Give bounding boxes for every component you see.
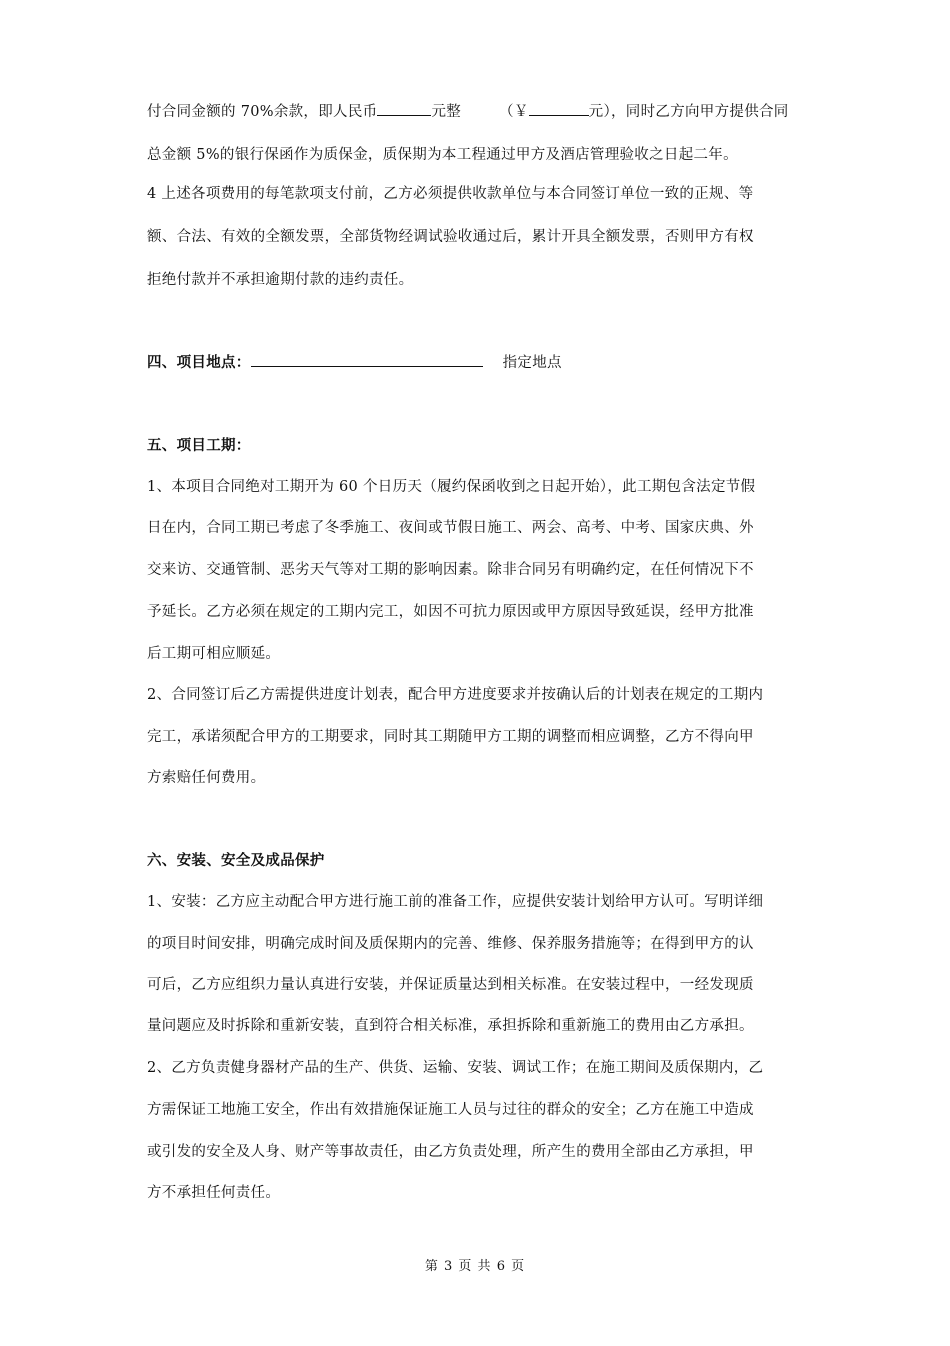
section-5-line: 方索赔任何费用。	[147, 770, 266, 786]
section-5-line: 1、本项目合同绝对工期开为 60 个日历天（履约保函收到之日起开始），此工期包含法定节假	[147, 479, 756, 495]
amount-blank	[377, 101, 431, 116]
section-6-line: 量问题应及时拆除和重新安装，直到符合相关标准，承担拆除和重新施工的费用由乙方承担。	[147, 1018, 754, 1034]
payment-line-4: 额、合法、有效的全额发票，全部货物经调试验收通过后，累计开具全额发票，否则甲方有权	[147, 229, 754, 245]
section-5-line: 后工期可相应顺延。	[147, 646, 281, 662]
payment-text-d: 元），同时乙方向甲方提供合同	[588, 104, 789, 120]
section-6-line: 1、安装：乙方应主动配合甲方进行施工前的准备工作，应提供安装计划给甲方认可。写明详细	[147, 894, 764, 910]
payment-line-5: 拒绝付款并不承担逾期付款的违约责任。	[147, 272, 414, 288]
payment-line-2: 总金额 5%的银行保函作为质保金，质保期为本工程通过甲方及酒店管理验收之日起二年。	[147, 147, 738, 163]
section-6-line: 可后，乙方应组织力量认真进行安装，并保证质量达到相关标准。在安装过程中，一经发现质	[147, 977, 754, 993]
section-6-line: 方需保证工地施工安全，作出有效措施保证施工人员与过往的群众的安全；乙方在施工中造成	[147, 1102, 754, 1118]
section-4-location	[147, 352, 807, 373]
section-5-line: 交来访、交通管制、恶劣天气等对工期的影响因素。除非合同另有明确约定，在任何情况下不	[147, 562, 754, 578]
section-5-heading: 五、项目工期：	[147, 438, 251, 454]
payment-text-c: （￥	[499, 104, 529, 120]
page-number-footer: 第 3 页 共 6 页	[424, 1259, 526, 1274]
section-6-heading: 六、安装、安全及成品保护	[147, 853, 325, 869]
section-6-line: 2、乙方负责健身器材产品的生产、供货、运输、安装、调试工作；在施工期间及质保期内，乙	[147, 1060, 764, 1076]
payment-line-1	[147, 101, 807, 122]
section-6-line: 方不承担任何责任。	[147, 1185, 281, 1201]
payment-line-3: 4 上述各项费用的每笔款项支付前，乙方必须提供收款单位与本合同签订单位一致的正规、等	[147, 186, 754, 202]
location-value: 指定地点	[502, 355, 562, 371]
section-5-line: 2、合同签订后乙方需提供进度计划表，配合甲方进度要求并按确认后的计划表在规定的工期内	[147, 687, 764, 703]
location-blank	[251, 352, 483, 367]
section-5-line: 日在内，合同工期已考虑了冬季施工、夜间或节假日施工、两会、高考、中考、国家庆典、外	[147, 520, 754, 536]
payment-text-a: 付合同金额的 70%余款，即人民币	[147, 104, 378, 120]
section-5-line: 予延长。乙方必须在规定的工期内完工，如因不可抗力原因或甲方原因导致延误，经甲方批准	[147, 604, 754, 620]
section-6-line: 的项目时间安排，明确完成时间及质保期内的完善、维修、保养服务措施等；在得到甲方的认	[147, 936, 754, 952]
section-4-heading: 四、项目地点：	[147, 355, 251, 371]
section-5-line: 完工，承诺须配合甲方的工期要求，同时其工期随甲方工期的调整而相应调整，乙方不得向甲	[147, 729, 754, 745]
payment-text-b: 元整	[431, 104, 462, 120]
amount-yen-blank	[529, 101, 589, 116]
section-6-line: 或引发的安全及人身、财产等事故责任，由乙方负责处理，所产生的费用全部由乙方承担，甲	[147, 1144, 754, 1160]
